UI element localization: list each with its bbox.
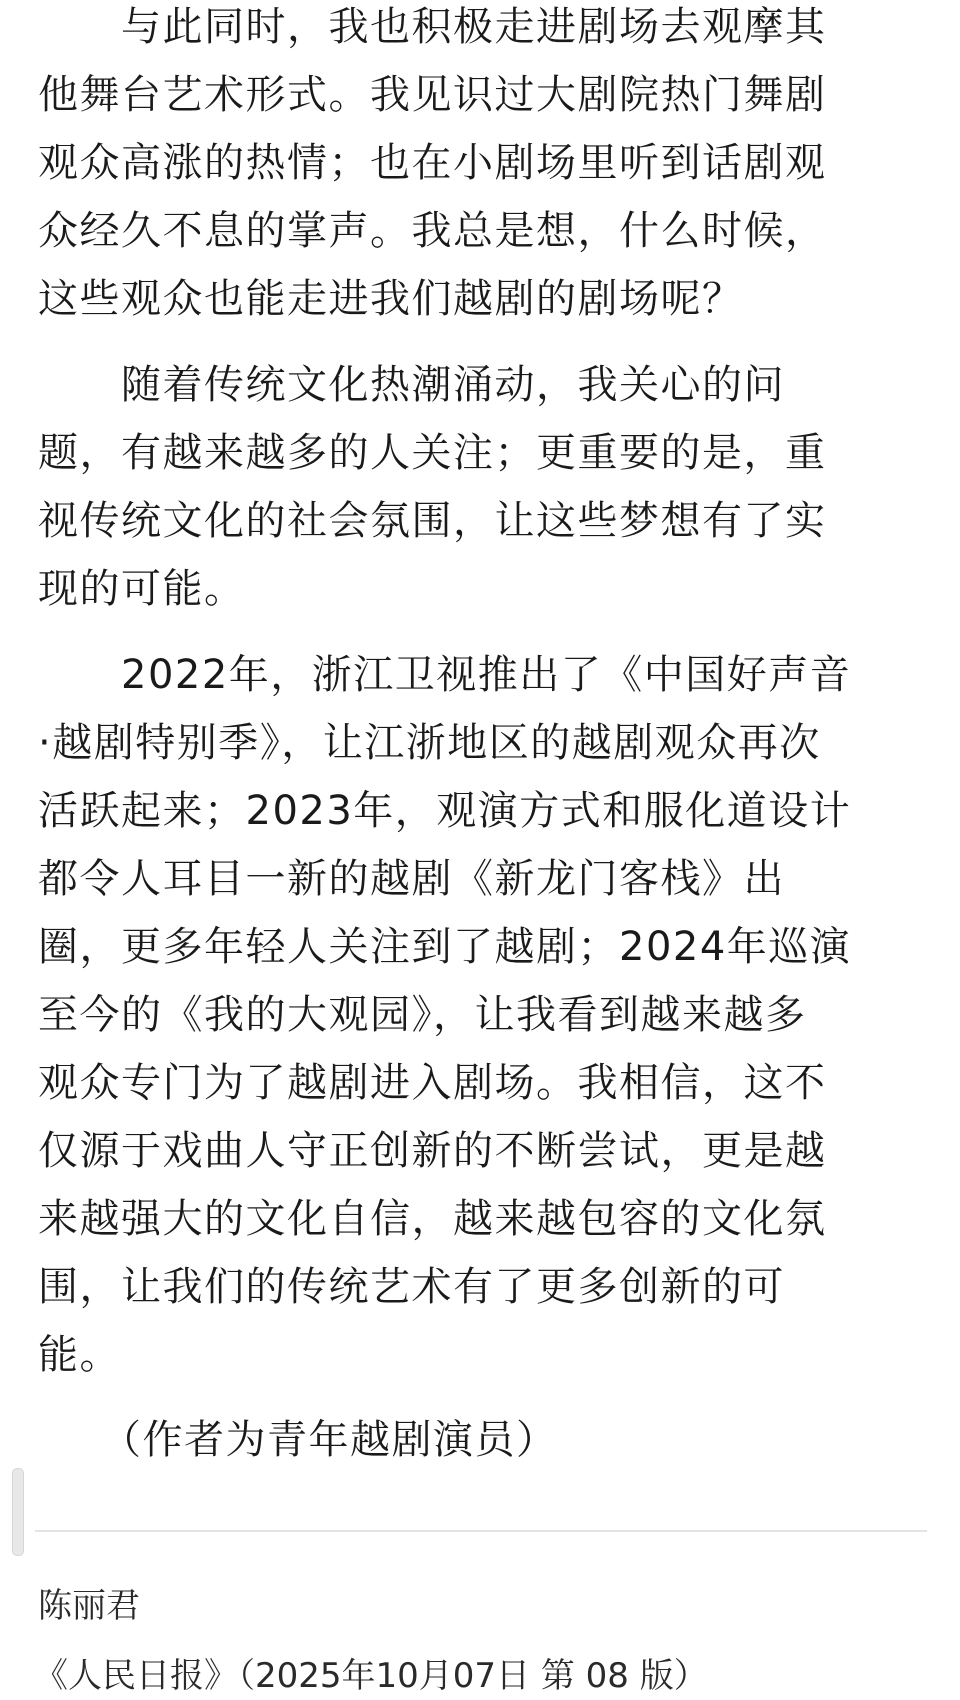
paragraph-line: 观众高涨的热情；也在小剧场里听到话剧观 (38, 140, 827, 186)
paragraph-line: 仅源于戏曲人守正创新的不断尝试，更是越 (38, 1128, 827, 1174)
paragraph-line: 这些观众也能走进我们越剧的剧场呢？ (38, 276, 744, 322)
paragraph-line: ·越剧特别季》，让江浙地区的越剧观众再次 (38, 720, 821, 766)
paragraph-line: 2022年，浙江卫视推出了《中国好声音 (38, 652, 852, 698)
paragraph-line: 活跃起来；2023年，观演方式和服化道设计 (38, 788, 852, 834)
paragraph-line: 他舞台艺术形式。我见识过大剧院热门舞剧 (38, 72, 827, 118)
paragraph-line: 与此同时，我也积极走进剧场去观摩其 (38, 4, 827, 50)
paragraph-line: 来越强大的文化自信，越来越包容的文化氛 (38, 1196, 827, 1242)
paragraph-line: 围，让我们的传统艺术有了更多创新的可 (38, 1264, 785, 1310)
paragraph-line: 至今的《我的大观园》，让我看到越来越多 (38, 992, 807, 1038)
paragraph-line: 能。 (38, 1332, 121, 1378)
paragraph-line: 圈，更多年轻人关注到了越剧；2024年巡演 (38, 924, 852, 970)
author-name: 陈丽君 (38, 1586, 140, 1626)
paragraph-line: 视传统文化的社会氛围，让这些梦想有了实 (38, 498, 827, 544)
source-citation: 《人民日报》（2025年10月07日 第 08 版） (34, 1656, 708, 1696)
paragraph-line: 题，有越来越多的人关注；更重要的是，重 (38, 430, 827, 476)
paragraph-line: 现的可能。 (38, 566, 246, 612)
paragraph-line: 随着传统文化热潮涌动，我关心的问 (38, 362, 785, 408)
paragraph-line: 观众专门为了越剧进入剧场。我相信，这不 (38, 1060, 827, 1106)
scroll-indicator[interactable] (12, 1468, 24, 1556)
divider (35, 1530, 927, 1532)
paragraph-line: 众经久不息的掌声。我总是想，什么时候， (38, 208, 827, 254)
author-note: （作者为青年越剧演员） (38, 1417, 558, 1463)
paragraph-line: 都令人耳目一新的越剧《新龙门客栈》出 (38, 856, 785, 902)
